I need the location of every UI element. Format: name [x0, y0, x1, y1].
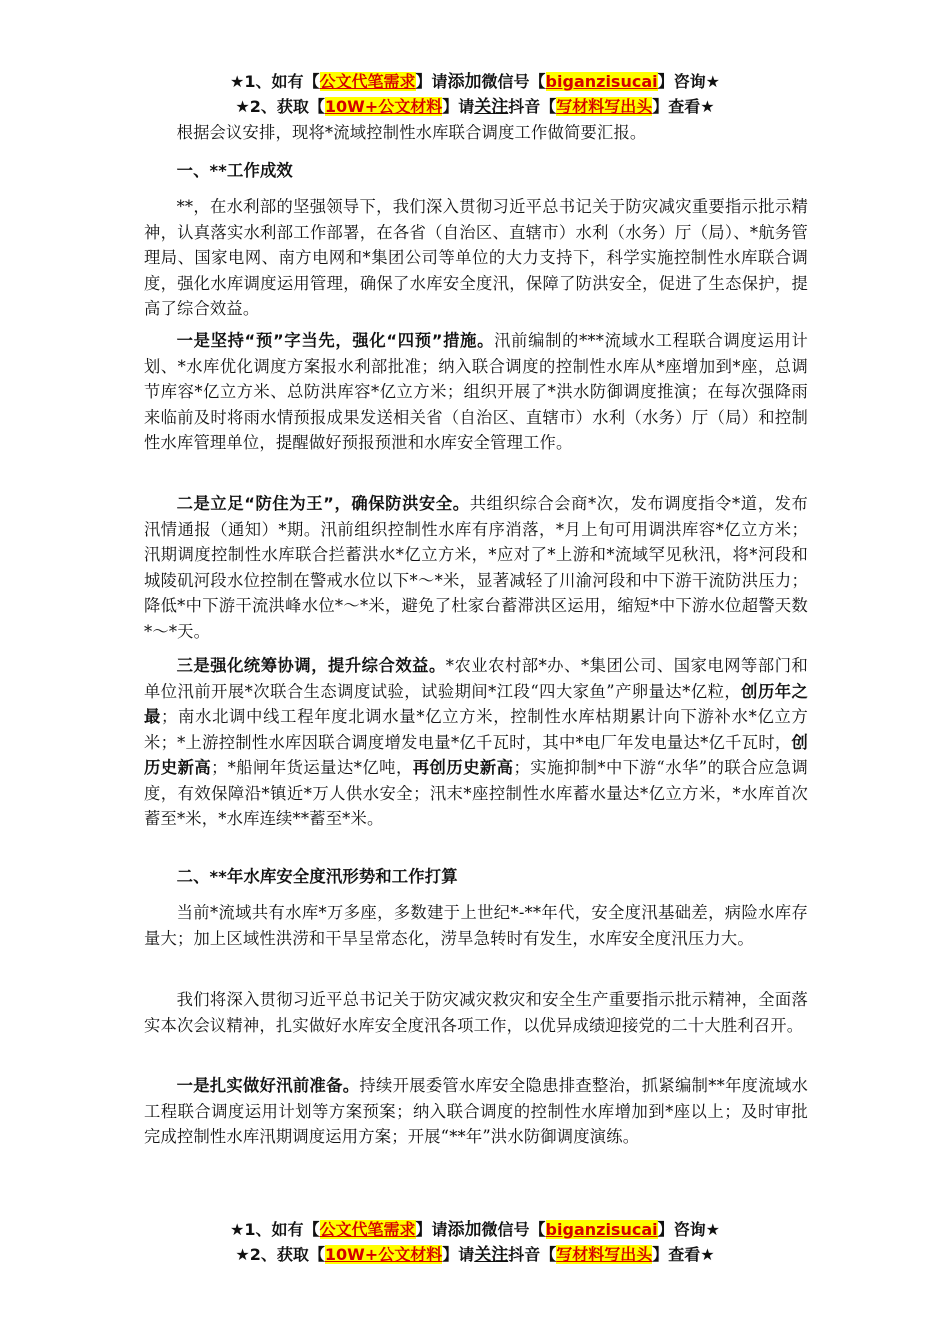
banner-text: 抖音【: [508, 1245, 557, 1264]
banner-text: 】咨询★: [657, 72, 720, 91]
paragraph-lead: 三是强化统筹协调，提升综合效益。: [176, 656, 446, 675]
paragraph-summary: **，在水利部的坚强领导下，我们深入贯彻习近平总书记关于防灾减灾重要指示批示精神，认真落实水利部工作部署，在各省（自治区、直辖市）水利（水务）厅（局）、*航务管理局、国家电网、南方电网和*集团公司等单位的大力支持下，科学实施控制性水库联合调度，强化水库调度运用管理，确保了水库安全度汛，保障了防洪安全，促进了生态保护，提高了综合效益。: [144, 197, 808, 318]
paragraph-body: 汛前编制的***流域水工程联合调度运用计划、*水库优化调度方案报水利部批准；纳入联合调度的控制性水库从*座增加到*座，总调节库容*亿立方米、总防洪库容*亿立方米；组织开展了*洪水防御调度推演；在每次强降雨来临前及时将雨水情预报成果发送相关省（自治区、直辖市）水利（水务）厅（局）和控制性水库管理单位，提醒做好预报预泄和水库安全管理工作。: [144, 331, 808, 452]
banner-text: 】请: [415, 1220, 448, 1239]
banner-link-douyin[interactable]: 写材料写出头: [556, 1245, 653, 1264]
section-heading-2: 二、**年水库安全度汛形势和工作打算: [176, 867, 458, 886]
banner-link-writing-service[interactable]: 公文代笔需求: [319, 72, 416, 91]
paragraph-point-3: [144, 653, 808, 832]
banner-emphasis: 关注: [474, 1245, 509, 1265]
banner-link-wechat-id[interactable]: biganzisucai: [545, 72, 658, 91]
paragraph-situation: 当前*流域共有水库*万多座，多数建于上世纪*-**年代，安全度汛基础差，病险水库存量大；加上区域性洪涝和干旱呈常态化，涝旱急转时有发生，水库安全度汛压力大。: [144, 903, 808, 948]
banner-text: 】请: [415, 72, 448, 91]
bottom-banner-line-2: [0, 1243, 950, 1267]
banner-text: ★2、获取【: [235, 1245, 325, 1264]
emphasis-text: 创历年之最: [144, 681, 808, 726]
banner-link-materials[interactable]: 10W+公文材料: [324, 1245, 443, 1264]
banner-link-wechat-id[interactable]: biganzisucai: [545, 1220, 658, 1239]
top-banner-line-1: [0, 70, 950, 94]
paragraph-plan-point-1: [144, 1073, 808, 1150]
banner-emphasis: 关注: [474, 97, 509, 117]
banner-text: 抖音【: [508, 97, 557, 116]
banner-emphasis: 添加: [447, 1220, 482, 1240]
banner-text: 】查看★: [652, 1245, 715, 1264]
banner-emphasis: 添加: [447, 72, 482, 92]
bottom-banner-line-1: [0, 1218, 950, 1242]
paragraph-plan: 我们将深入贯彻习近平总书记关于防灾减灾救灾和安全生产重要指示批示精神，全面落实本次会议精神，扎实做好水库安全度汛各项工作，以优异成绩迎接党的二十大胜利召开。: [144, 990, 808, 1035]
paragraph-body: 共组织综合会商*次，发布调度指令*道，发布汛情通报（通知）*期。汛前组织控制性水库有序消落，*月上旬可用调洪库容*亿立方米；汛期调度控制性水库联合拦蓄洪水*亿立方米，*应对了*上游和*流域罕见秋汛，将*河段和城陵矶河段水位控制在警戒水位以下*～*米，显著减轻了川渝河段和中下游干流防洪压力；降低*中下游干流洪峰水位*～*米，避免了杜家台蓄滞洪区运用，缩短*中下游水位超警天数*～*天。: [144, 494, 809, 641]
paragraph-body: ；实施抑制*中下游“水华”的联合应急调度，有效保障沿*镇近*万人供水安全；汛末*座控制性水库蓄水量达*亿立方米，*水库首次蓄至*米，*水库连续**蓄至*米。: [144, 758, 808, 828]
banner-text: 】请: [442, 97, 475, 116]
banner-text: 】查看★: [652, 97, 715, 116]
banner-link-writing-service[interactable]: 公文代笔需求: [319, 1220, 416, 1239]
emphasis-text: 创历史新高: [144, 732, 808, 777]
banner-text: ★2、获取【: [235, 97, 325, 116]
banner-text: 微信号【: [481, 1220, 546, 1239]
banner-text: 】请: [442, 1245, 475, 1264]
banner-text: ★1、如有【: [230, 1220, 320, 1239]
paragraph-lead: 二是立足“防住为王”，确保防洪安全。: [176, 494, 470, 513]
section-heading-1: 一、**工作成效: [176, 161, 293, 180]
paragraph-body: ；南水北调中线工程年度北调水量*亿立方米，控制性水库枯期累计向下游补水*亿立方米；*上游控制性水库因联合调度增发电量*亿千瓦时，其中*电厂年发电量达*亿千瓦时，: [144, 707, 808, 752]
banner-link-materials[interactable]: 10W+公文材料: [324, 97, 443, 116]
intro-paragraph: 根据会议安排，现将*流域控制性水库联合调度工作做简要汇报。: [176, 123, 647, 142]
banner-text: 微信号【: [481, 72, 546, 91]
banner-text: 】咨询★: [657, 1220, 720, 1239]
paragraph-body: *农业农村部*办、*集团公司、国家电网等部门和单位汛前开展*次联合生态调度试验，试验期间*江段“四大家鱼”产卵量达*亿粒，: [144, 656, 808, 701]
paragraph-lead: 一是坚持“预”字当先，强化“四预”措施。: [176, 331, 495, 350]
paragraph-lead: 一是扎实做好汛前准备。: [176, 1076, 360, 1095]
banner-link-douyin[interactable]: 写材料写出头: [556, 97, 653, 116]
emphasis-text: 再创历史新高: [412, 758, 514, 777]
paragraph-point-2: [144, 491, 808, 644]
paragraph-body: 持续开展委管水库安全隐患排查整治，抓紧编制**年度流域水工程联合调度运用计划等方案预案；纳入联合调度的控制性水库增加到*座以上；及时审批完成控制性水库汛期调度运用方案；开展“**年”洪水防御调度演练。: [144, 1076, 809, 1146]
top-banner-line-2: [0, 95, 950, 119]
paragraph-body: ；*船闸年货运量达*亿吨，: [211, 758, 413, 777]
paragraph-point-1: [144, 328, 808, 456]
banner-text: ★1、如有【: [230, 72, 320, 91]
